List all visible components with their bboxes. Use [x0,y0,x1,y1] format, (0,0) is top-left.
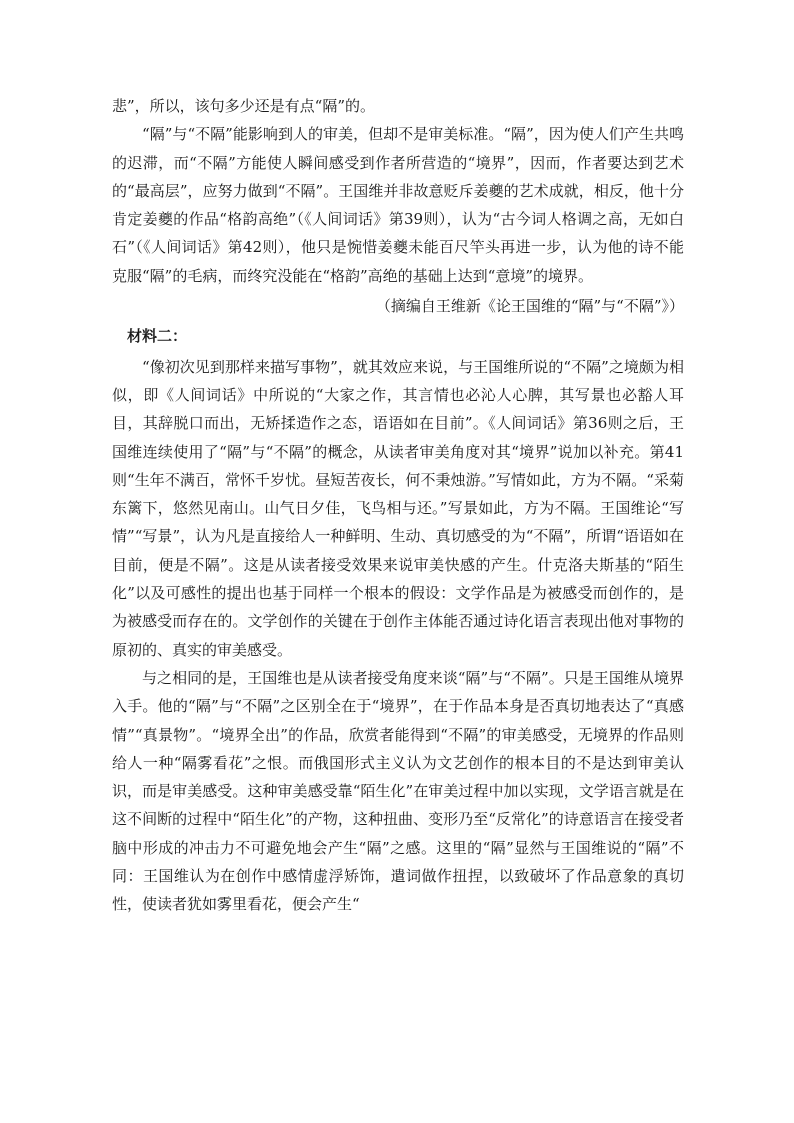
section-heading-material-two: 材料二： [127,327,188,346]
paragraph-ge-buge: “隔”与“不隔”能影响到人的审美，但却不是审美标准。“隔”，因为使人们产生共鸣的迟滞，而“不隔”方能使人瞬间感受到作者所营造的“境界”，因而，作者要达到艺术的“最高层”，应努力做到“不隔”。王国维并非故意贬斥姜夔的艺术成就，相反，他十分肯定姜夔的作品“格韵高绝”（《人间词话》第39则），认为“古今词人格调之高，无如白石”（《人间词话》第42则），他只是惋惜姜夔未能百尺竿头再进一步，认为他的诗不能克服“隔”的毛病，而终究没能在“格韵”高绝的基础上达到“意境”的境界。 [112,125,684,285]
source-citation: （摘编自王维新《论王国维的“隔”与“不隔”》） [375,297,684,316]
paragraph-material-two-2: 与之相同的是，王国维也是从读者接受角度来谈“隔”与“不隔”。只是王国维从境界入手。他的“隔”与“不隔”之区别全在于“境界”，在于作品本身是否真切地表达了“真感情”“真景物”。“境界全出”的作品，欣赏者能得到“不隔”的审美感受，无境界的作品则给人一种“隔雾看花”之恨。而俄国形式主义认为文艺创作的根本目的不是达到审美认识，而是审美感受。这种审美感受靠“陌生化”在审美过程中加以实现，文学语言就是在这不间断的过程中“陌生化”的产物，这种扭曲、变形乃至“反常化”的诗意语言在接受者脑中形成的冲击力不可避免地会产生“隔”之感。这里的“隔”显然与王国维说的“隔”不同：王国维认为在创作中感情虚浮矫饰，遣词做作扭捏，以致破坏了作品意象的真切性，使读者犹如雾里看花，便会产生“ [112,668,684,914]
text-column [112,92,684,919]
paragraph-material-two-1: “像初次见到那样来描写事物”，就其效应来说，与王国维所说的“不隔”之境颇为相似，即《人间词话》中所说的“大家之作，其言情也必沁人心脾，其写景也必豁人耳目，其辞脱口而出，无矫揉造作之态，语语如在目前”。《人间词话》第36则之后，王国维连续使用了“隔”与“不隔”的概念，从读者审美角度对其“境界”说加以补充。第41则“生年不满百，常怀千岁忧。昼短苦夜长，何不秉烛游。”写情如此，方为不隔。“采菊东篱下，悠然见南山。山气日夕佳，飞鸟相与还。”写景如此，方为不隔。王国维论“写情”“写景”，认为凡是直接给人一种鲜明、生动、真切感受的为“不隔”，所谓“语语如在目前，便是不隔”。这是从读者接受效果来说审美快感的产生。什克洛夫斯基的“陌生化”以及可感性的提出也基于同样一个根本的假设：文学作品是为被感受而创作的，是为被感受而存在的。文学创作的关键在于创作主体能否通过诗化语言表现出他对事物的原初的、真实的审美感受。 [112,357,684,659]
paragraph-continuation: 悲”，所以，该句多少还是有点“隔”的。 [112,97,376,115]
